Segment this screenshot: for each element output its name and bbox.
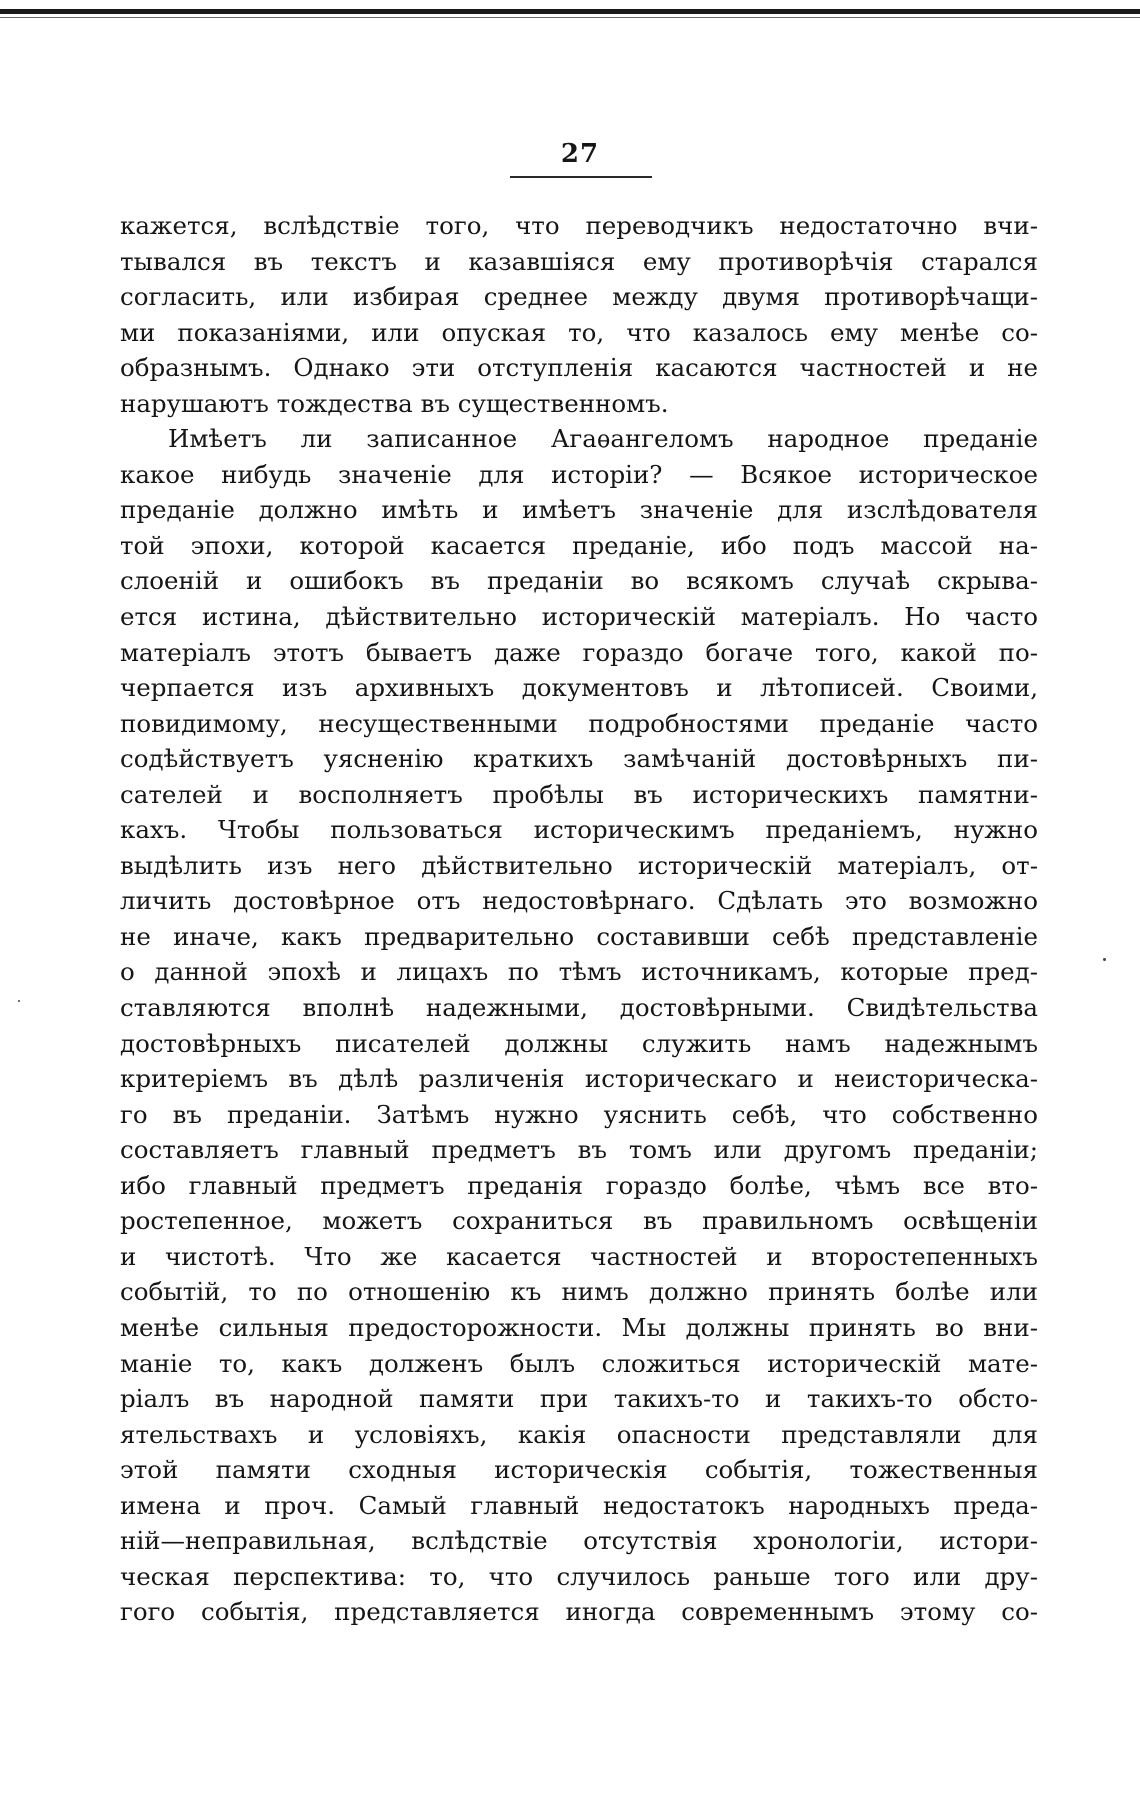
- text-line: Имѣетъ ли записанное Агаѳангеломъ народное преданіе: [168, 424, 1038, 454]
- text-line: повидимому, несущественными подробностями преданіе часто: [120, 708, 1038, 738]
- text-line: кахъ. Чтобы пользоваться историческимъ преданіемъ, нужно: [120, 815, 1038, 845]
- print-speck: [18, 1000, 20, 1002]
- print-speck: [1103, 958, 1106, 961]
- text-line: го въ преданіи. Затѣмъ нужно уяснить себѣ, что собственно: [120, 1099, 1038, 1129]
- text-line: ется истина, дѣйствительно историческій матеріалъ. Но часто: [120, 602, 1038, 632]
- page-number: 27: [560, 139, 600, 169]
- text-line: ибо главный предметъ преданія гораздо болѣе, чѣмъ все вто-: [120, 1170, 1038, 1200]
- text-line: ми показаніями, или опуская то, что казалось ему менѣе со-: [120, 317, 1038, 347]
- paragraph: [120, 208, 1038, 421]
- text-line: тывался въ текстъ и казавшіяся ему противорѣчія старался: [120, 246, 1038, 276]
- text-line: имена и проч. Самый главный недостатокъ народныхъ преда-: [120, 1490, 1038, 1520]
- text-line: этой памяти сходныя историческія событія, тожественныя: [120, 1455, 1038, 1485]
- text-line: менѣе сильныя предосторожности. Мы должны принять во вни-: [120, 1312, 1038, 1342]
- text-line: не иначе, какъ предварительно составивши себѣ представленіе: [120, 921, 1038, 951]
- text-line: выдѣлить изъ него дѣйствительно историческій матеріалъ, от-: [120, 850, 1038, 880]
- text-line: ставляются вполнѣ надежными, достовѣрными. Свидѣтельства: [120, 993, 1038, 1023]
- page-number-underline: [510, 176, 652, 178]
- text-line: той эпохи, которой касается преданіе, ибо подъ массой на-: [120, 530, 1038, 560]
- text-line: ріалъ въ народной памяти при такихъ-то и такихъ-то обсто-: [120, 1384, 1038, 1414]
- text-line: личить достовѣрное отъ недостовѣрнаго. Сдѣлать это возможно: [120, 886, 1038, 916]
- text-line: достовѣрныхъ писателей должны служить намъ надежнымъ: [120, 1028, 1038, 1058]
- text-line: черпается изъ архивныхъ документовъ и лѣтописей. Своими,: [120, 673, 1038, 703]
- text-line: слоеній и ошибокъ въ преданіи во всякомъ случаѣ скрыва-: [120, 566, 1038, 596]
- text-line: о данной эпохѣ и лицахъ по тѣмъ источникамъ, которые пред-: [120, 957, 1038, 987]
- text-line: образнымъ. Однако эти отступленія касаются частностей и не: [120, 353, 1038, 383]
- text-line: ятельствахъ и условіяхъ, какія опасности представляли для: [120, 1419, 1038, 1449]
- text-line: событій, то по отношенію къ нимъ должно принять болѣе или: [120, 1277, 1038, 1307]
- text-line: какое нибудь значеніе для исторіи? — Всякое историческое: [120, 459, 1038, 489]
- text-line: гого событія, представляется иногда современнымъ этому со-: [120, 1597, 1038, 1627]
- text-line: критеріемъ въ дѣлѣ различенія историческаго и неисторическа-: [120, 1064, 1038, 1094]
- text-line: ческая перспектива: то, что случилось раньше того или дру-: [120, 1561, 1038, 1591]
- page-text-body: [120, 208, 1038, 1630]
- text-line: ростепенное, можетъ сохраниться въ правильномъ освѣщеніи: [120, 1206, 1038, 1236]
- text-line: матеріалъ этотъ бываетъ даже гораздо богаче того, какой по-: [120, 637, 1038, 667]
- text-line: нарушаютъ тождества въ существенномъ.: [120, 388, 669, 418]
- text-line: кажется, вслѣдствіе того, что переводчикъ недостаточно вчи-: [120, 211, 1038, 240]
- top-border-rule-thin: [0, 17, 1140, 18]
- text-line: содѣйствуетъ уясненію краткихъ замѣчаній достовѣрныхъ пи-: [120, 744, 1038, 774]
- top-border-rule: [0, 9, 1140, 14]
- text-line: преданіе должно имѣть и имѣетъ значеніе для изслѣдователя: [120, 495, 1038, 525]
- text-line: составляетъ главный предметъ въ томъ или другомъ преданіи;: [120, 1135, 1038, 1165]
- text-line: согласить, или избирая среднее между двумя противорѣчащи-: [120, 282, 1038, 312]
- text-line: сателей и восполняетъ пробѣлы въ историческихъ памятни-: [120, 779, 1038, 809]
- text-line: маніе то, какъ долженъ былъ сложиться историческій мате-: [120, 1348, 1038, 1378]
- text-line: и чистотѣ. Что же касается частностей и второстепенныхъ: [120, 1241, 1038, 1271]
- paragraph: [120, 421, 1038, 1630]
- text-line: ній—неправильная, вслѣдствіе отсутствія хронологіи, истори-: [120, 1526, 1038, 1556]
